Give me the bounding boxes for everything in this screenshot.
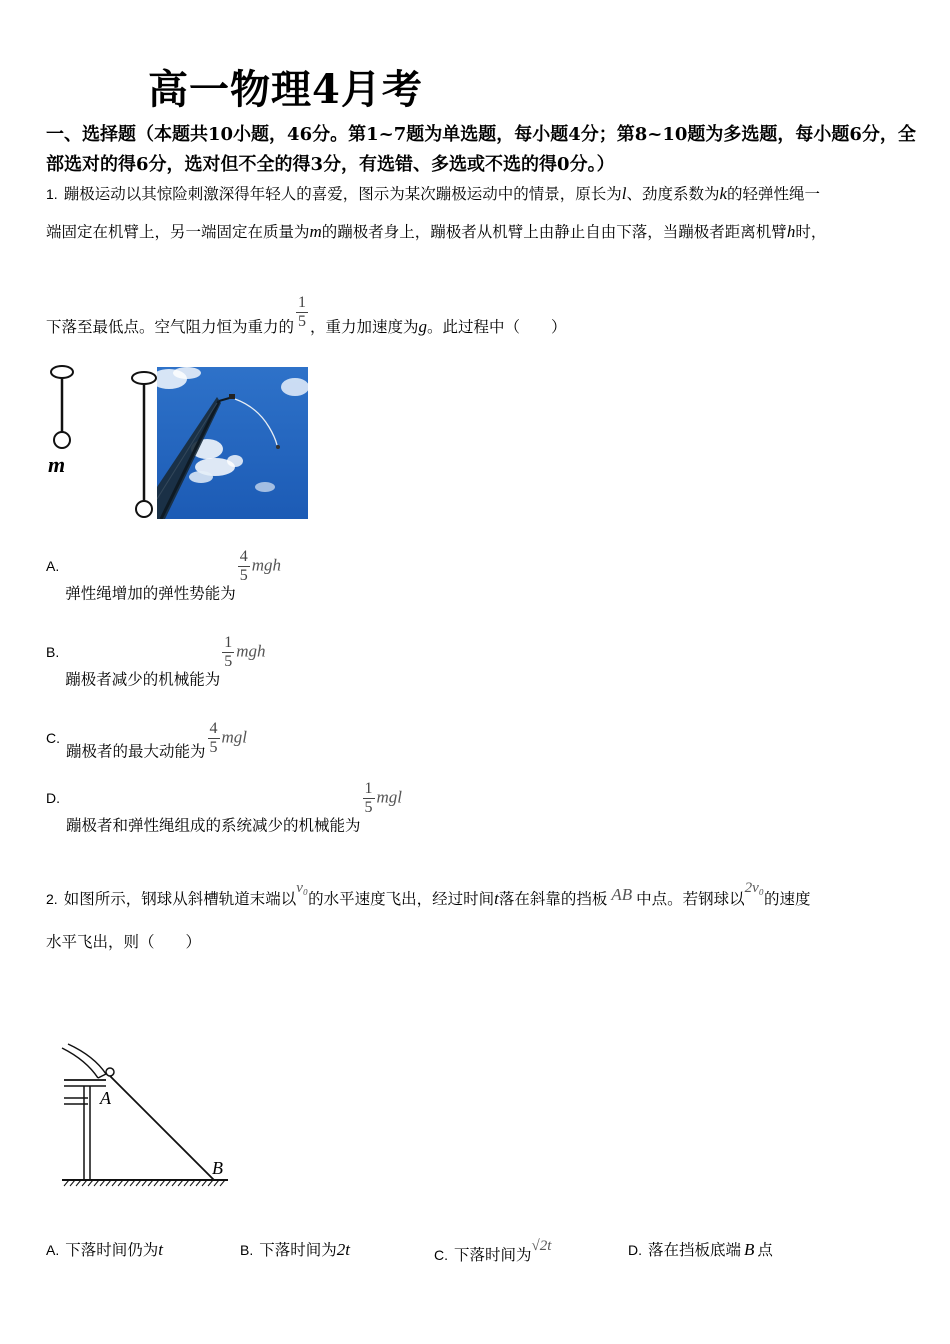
q1-line3: 下落至最低点。空气阻力恒为重力的 $\frac{1}{5}$ ，重力加速度为g。此过程中（ ）	[46, 294, 567, 336]
q1-option-d[interactable]: D.蹦极者和弹性绳组成的系统减少的机械能为 $\frac{1}{5}$ mgl	[46, 780, 403, 835]
point-a-label: A	[100, 1088, 111, 1108]
bungee-photo	[157, 367, 308, 519]
q1-option-c[interactable]: C.蹦极者的最大动能为 $\frac{4}{5}$ mgl	[46, 720, 248, 761]
incline-figure	[56, 1040, 236, 1190]
q1-option-a[interactable]: A.弹性绳增加的弹性势能为 $\frac{4}{5}$ mgh	[46, 548, 282, 603]
q2-line2: 水平飞出，则（ ）	[46, 933, 202, 951]
q2-option-a[interactable]: A. 下落时间仍为t	[46, 1240, 163, 1259]
section-heading: 一、选择题（本题共10小题，46分。第1~7题为单选题，每小题4分；第8~10题为多选题，每小题6分，全部选对的得6分，选对但不全的得3分，有选错、多选或不选的得0分。）	[46, 124, 916, 175]
q1-number: 1.	[46, 186, 58, 202]
mass-label: m	[48, 452, 66, 477]
q1-option-b[interactable]: B.蹦极者减少的机械能为 $\frac{1}{5}$ mgh	[46, 634, 266, 689]
page-title: 高一物理4月考	[148, 66, 423, 113]
q1-line2: 端固定在机臂上，另一端固定在质量为m的蹦极者身上，蹦极者从机臂上由静止自由下落，当蹦极者距离机臂h时，	[46, 222, 827, 241]
q2-option-b[interactable]: B. 下落时间为2t	[240, 1240, 350, 1259]
fraction-one-fifth: $\frac{1}{5}$	[298, 294, 307, 330]
q2-number: 2.	[46, 891, 58, 907]
q2-line1: 2. 如图所示，钢球从斜槽轨道末端以v₀的水平速度飞出，经过时间t落在斜靠的挡板 AB 中点。若钢球以2v₀的速度	[46, 880, 811, 908]
point-b-label: B	[212, 1158, 223, 1178]
q2-option-d[interactable]: D. 落在挡板底端 B 点	[628, 1240, 773, 1259]
q1-line1: 1. 蹦极运动以其惊险刺激深得年轻人的喜爱，图示为某次蹦极运动中的情景，原长为l、劲度系数为k的轻弹性绳一	[46, 184, 821, 203]
q2-option-c[interactable]: C. 下落时间为√2t	[434, 1238, 552, 1264]
